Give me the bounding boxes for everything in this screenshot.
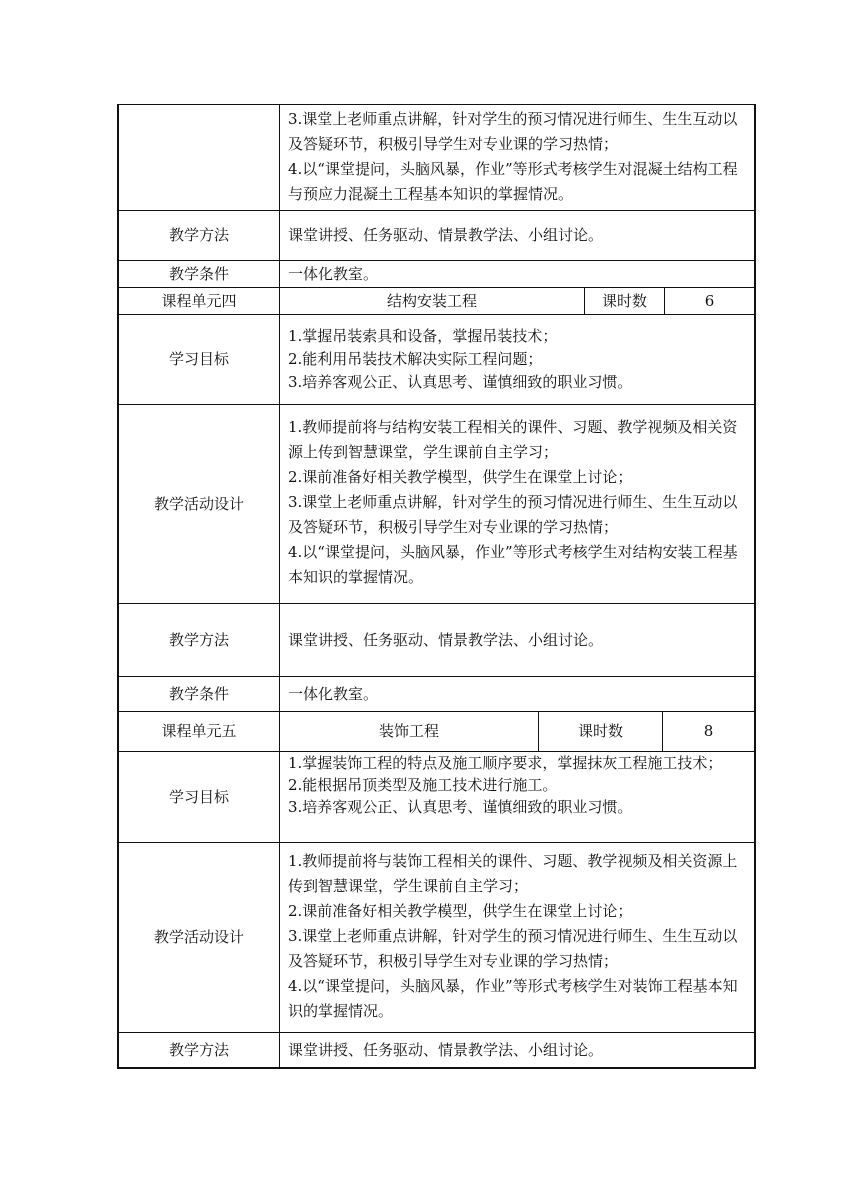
activity-design-content <box>280 843 754 1032</box>
list-item: 3.课堂上老师重点讲解，针对学生的预习情况进行师生、生生互动以及答疑环节，积极引导学生对专业课的学习热情； <box>288 110 738 153</box>
hours-value: 6 <box>704 291 715 310</box>
row-continuation-label <box>119 105 279 210</box>
unit-name: 装饰工程 <box>378 722 439 740</box>
unit-label: 课程单元四 <box>161 291 237 310</box>
list-item: 3.培养客观公正、认真思考、谨慎细致的职业习惯。 <box>288 373 633 391</box>
learning-objectives-label: 学习目标 <box>168 787 229 806</box>
teaching-method-label: 教学方法 <box>168 226 229 244</box>
table-border-bottom <box>117 1067 756 1069</box>
list-item: 2.能利用吊装技术解决实际工程问题； <box>288 350 543 368</box>
list-item: 1.教师提前将与装饰工程相关的课件、习题、教学视频及相关资源上传到智慧课堂，学生课前自主学习； <box>288 852 738 895</box>
list-item: 1.教师提前将与结构安装工程相关的课件、习题、教学视频及相关资源上传到智慧课堂，学生课前自主学习； <box>288 418 738 461</box>
list-item: 4.以“课堂提问，头脑风暴，作业”等形式考核学生对装饰工程基本知识的掌握情况。 <box>288 977 738 1020</box>
teaching-method-label: 教学方法 <box>168 630 229 649</box>
list-item: 4.以“课堂提问，头脑风暴，作业”等形式考核学生对结构安装工程基本知识的掌握情况。 <box>288 543 738 586</box>
activity-design-label: 教学活动设计 <box>153 928 244 946</box>
hours-label: 课时数 <box>601 291 647 310</box>
list-item: 1.掌握吊装索具和设备，掌握吊装技术； <box>288 327 558 345</box>
hours-value: 8 <box>703 722 714 740</box>
learning-objectives-label: 学习目标 <box>168 350 229 368</box>
list-item: 3.课堂上老师重点讲解，针对学生的预习情况进行师生、生生互动以及答疑环节，积极引导学生对专业课的学习热情； <box>288 493 738 536</box>
list-item: 1.掌握装饰工程的特点及施工顺序要求，掌握抹灰工程施工技术； <box>288 754 723 772</box>
list-item: 2.课前准备好相关教学模型，供学生在课堂上讨论； <box>288 902 633 920</box>
list-item: 2.能根据吊顶类型及施工技术进行施工。 <box>288 776 558 794</box>
teaching-method-label: 教学方法 <box>168 1040 229 1059</box>
list-item: 3.课堂上老师重点讲解，针对学生的预习情况进行师生、生生互动以及答疑环节，积极引导学生对专业课的学习热情； <box>288 927 738 970</box>
teaching-conditions-label: 教学条件 <box>168 684 229 703</box>
learning-objectives-content <box>280 752 754 842</box>
teaching-method-value: 课堂讲授、任务驱动、情景教学法、小组讨论。 <box>288 1040 604 1059</box>
teaching-conditions-value: 一体化教室。 <box>288 684 379 703</box>
teaching-conditions-value: 一体化教室。 <box>288 264 379 283</box>
activity-design-label: 教学活动设计 <box>153 494 244 513</box>
hours-label: 课时数 <box>577 722 623 740</box>
list-item: 3.培养客观公正、认真思考、谨慎细致的职业习惯。 <box>288 798 633 816</box>
activity-design-continuation <box>280 105 754 210</box>
teaching-method-value: 课堂讲授、任务驱动、情景教学法、小组讨论。 <box>288 630 604 649</box>
table-border-right <box>754 104 756 1068</box>
teaching-conditions-label: 教学条件 <box>168 264 229 283</box>
learning-objectives-content <box>280 315 754 404</box>
teaching-method-value: 课堂讲授、任务驱动、情景教学法、小组讨论。 <box>288 226 604 244</box>
list-item: 4.以“课堂提问，头脑风暴，作业”等形式考核学生对混凝土结构工程与预应力混凝土工程基本知识的掌握情况。 <box>288 160 738 203</box>
activity-design-content <box>280 405 754 603</box>
list-item: 2.课前准备好相关教学模型，供学生在课堂上讨论； <box>288 468 633 486</box>
unit-label: 课程单元五 <box>161 722 237 740</box>
unit-name: 结构安装工程 <box>386 291 477 310</box>
